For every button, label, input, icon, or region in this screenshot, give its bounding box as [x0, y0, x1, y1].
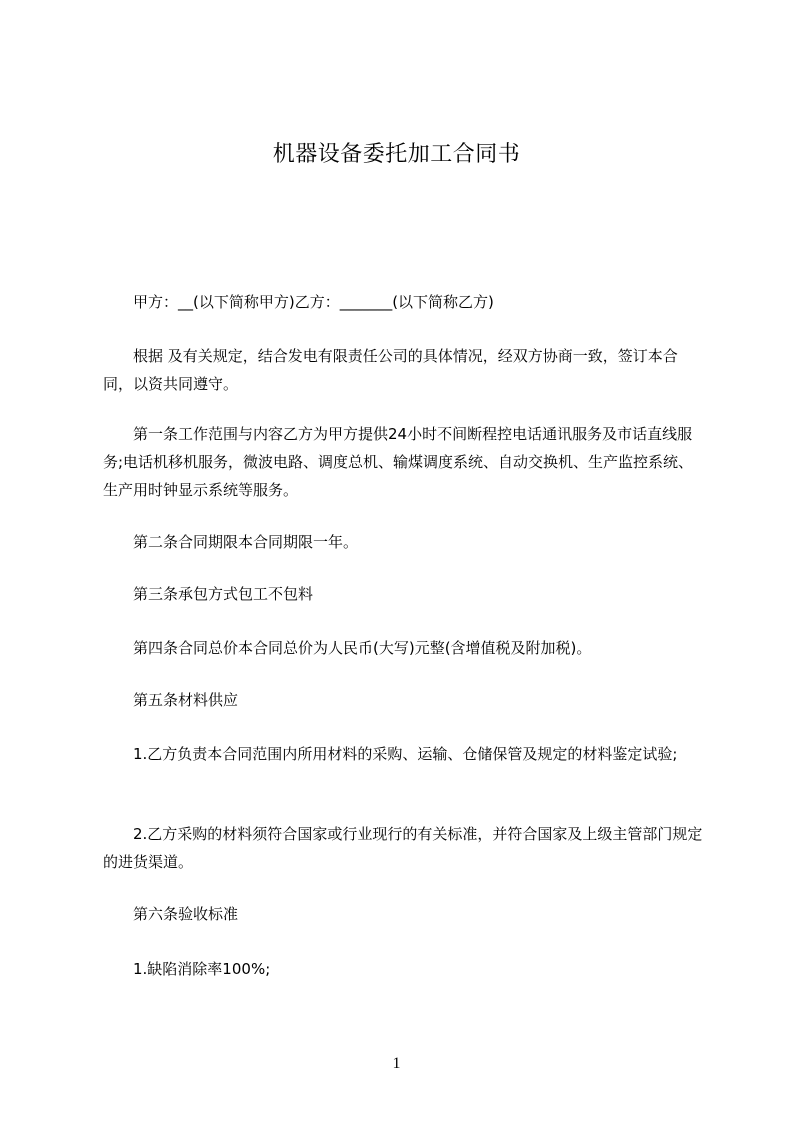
- article-3-paragraph: 第三条承包方式包工不包料: [133, 585, 314, 603]
- intro-paragraph: 根据 及有关规定，结合发电有限责任公司的具体情况，经双方协商一致，签订本合同，以资共同遵守。: [103, 347, 678, 393]
- article-4-paragraph: 第四条合同总价本合同总价为人民币(大写)元整(含增值税及附加税)。: [133, 639, 592, 657]
- article-6-item-1: 1.缺陷消除率100%;: [133, 960, 271, 978]
- article-5-item-1: 1.乙方负责本合同范围内所用材料的采购、运输、仓储保管及规定的材料鉴定试验;: [133, 745, 678, 763]
- article-5-item-2: 2.乙方采购的材料须符合国家或行业现行的有关标准，并符合国家及上级主管部门规定的进货渠道。: [103, 825, 703, 871]
- article-1-paragraph: 第一条工作范围与内容乙方为甲方提供24小时不间断程控电话通讯服务及市话直线服务;电话机移机服务，微波电路、调度总机、输煤调度系统、自动交换机、生产监控系统、生产用时钟显示系统等服务。: [103, 425, 694, 499]
- article-5-heading: 第五条材料供应: [133, 691, 239, 709]
- article-2-paragraph: 第二条合同期限本合同期限一年。: [133, 533, 359, 551]
- article-6-heading: 第六条验收标准: [133, 905, 239, 923]
- page-number: 1: [392, 1055, 401, 1072]
- document-title: 机器设备委托加工合同书: [272, 142, 521, 167]
- party-line: 甲方：__(以下简称甲方)乙方：_______(以下简称乙方): [133, 293, 494, 311]
